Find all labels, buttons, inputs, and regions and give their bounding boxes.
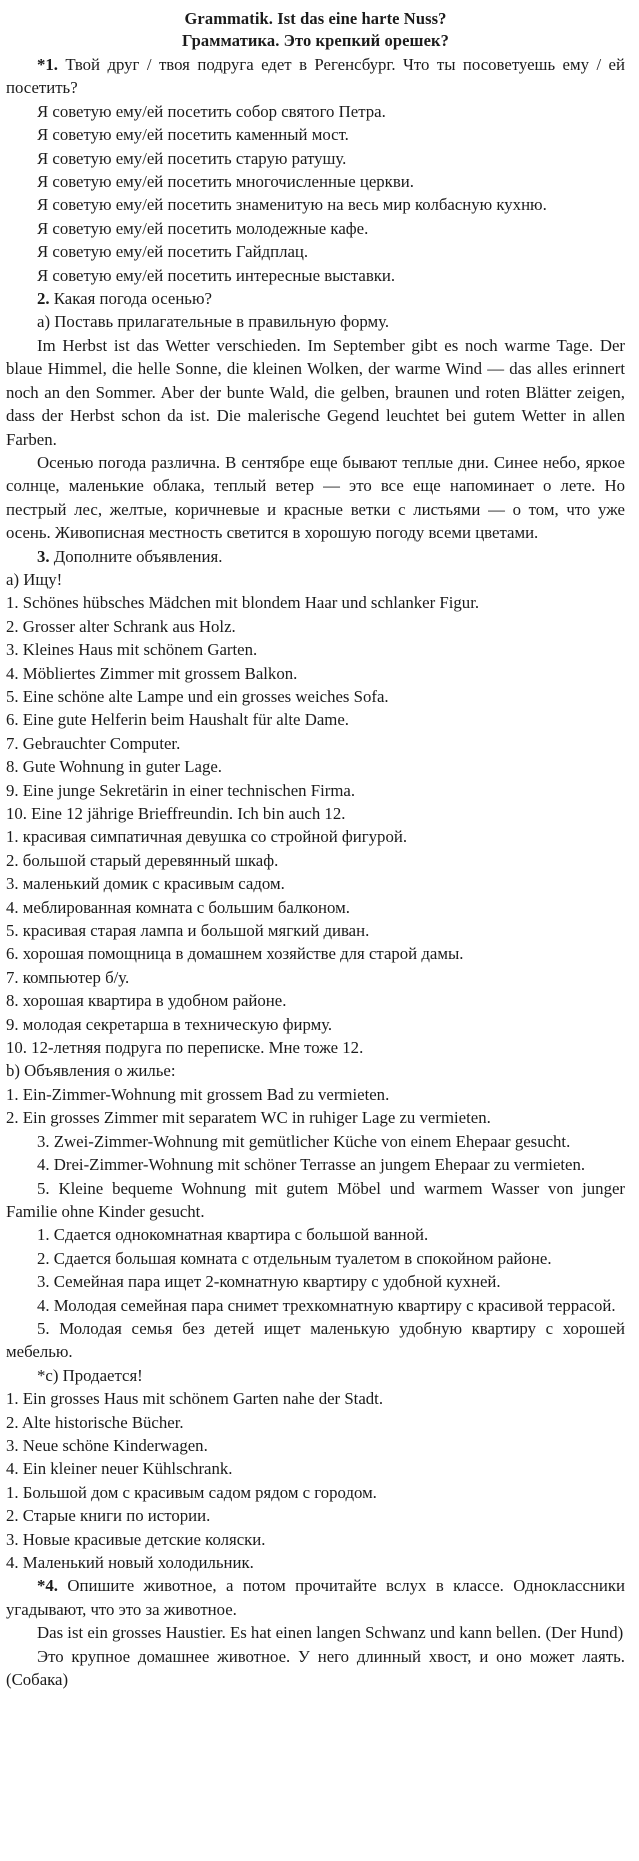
task-2-subtask-a: а) Поставь прилагательные в правильную форму. (37, 312, 390, 332)
task-4-number: *4. (37, 1576, 58, 1596)
sale-ad-russian: 2. Старые книги по истории. (6, 1506, 211, 1526)
task-3-number: 3. (37, 546, 50, 566)
sale-ad-german: 4. Ein kleiner neuer Kühlschrank. (6, 1459, 233, 1479)
housing-ad-german: 4. Drei-Zimmer-Wohnung mit schöner Terrasse an jungem Ehepaar zu vermieten. (37, 1155, 586, 1175)
task-1 (6, 53, 625, 287)
sale-ad-german: 1. Ein grosses Haus mit schönem Garten nahe der Stadt. (6, 1389, 384, 1409)
task-3-question (6, 545, 625, 568)
ad-item-german: 6. Eine gute Helferin beim Haushalt für alte Dame. (6, 710, 349, 730)
task-4-question (6, 1574, 625, 1621)
housing-ad-russian: 3. Семейная пара ищет 2-комнатную квартиру с удобной кухней. (37, 1272, 501, 1292)
task-1-answer: Я советую ему/ей посетить интересные выставки. (37, 265, 396, 285)
task-4-german-text: Das ist ein grosses Haustier. Es hat einen langen Schwanz und kann bellen. (Der Hund) (37, 1623, 624, 1643)
task-1-answer: Я советую ему/ей посетить знаменитую на весь мир колбасную кухню. (37, 195, 547, 215)
ad-item-german: 3. Kleines Haus mit schönem Garten. (6, 640, 258, 660)
ad-item-german: 8. Gute Wohnung in guter Lage. (6, 757, 222, 777)
housing-ad-russian: 4. Молодая семейная пара снимет трехкомнатную квартиру с красивой террасой. (37, 1295, 616, 1315)
ad-item-german: 2. Grosser alter Schrank aus Holz. (6, 616, 236, 636)
ad-item-russian: 5. красивая старая лампа и большой мягкий диван. (6, 921, 370, 941)
ad-item-russian: 6. хорошая помощница в домашнем хозяйстве для старой дамы. (6, 944, 464, 964)
task-1-answer: Я советую ему/ей посетить Гайдплац. (37, 242, 309, 262)
task-1-answer: Я советую ему/ей посетить многочисленные церкви. (37, 172, 414, 192)
task-4-russian-text: Это крупное домашнее животное. У него длинный хвост, и оно может лаять. (Собака) (6, 1646, 625, 1690)
sale-ad-german: 3. Neue schöne Kinderwagen. (6, 1435, 208, 1455)
page-title-russian: Грамматика. Это крепкий орешек? (182, 31, 449, 50)
sale-ad-russian: 1. Большой дом с красивым садом рядом с городом. (6, 1482, 377, 1502)
sale-ad-russian: 3. Новые красивые детские коляски. (6, 1529, 266, 1549)
task-1-answer: Я советую ему/ей посетить каменный мост. (37, 125, 349, 145)
task-3-question-text: Дополните объявления. (53, 546, 223, 566)
ad-item-russian: 4. меблированная комната с большим балконом. (6, 897, 350, 917)
task-2-russian-text: Осенью погода различна. В сентябре еще бывают теплые дни. Синее небо, яркое солнце, маленькие облака, теплый ветер — это все еще напоминает о лете. Но пестрый лес, желтые, коричневые и красные ветки с листьями — о том, что уже осень. Живописная местность светится в хорошую погоду всеми цветами. (6, 452, 625, 543)
task-2 (6, 287, 625, 544)
task-2-question (6, 287, 625, 310)
sale-ad-russian: 4. Маленький новый холодильник. (6, 1553, 254, 1572)
task-2-number: 2. (37, 289, 50, 309)
ad-item-russian: 7. компьютер б/у. (6, 967, 130, 987)
task-3 (6, 545, 625, 1575)
housing-ad-russian: 2. Сдается большая комната с отдельным туалетом в спокойном районе. (37, 1248, 552, 1268)
ad-item-german: 9. Eine junge Sekretärin in einer technischen Firma. (6, 780, 356, 800)
sale-ad-german: 2. Alte historische Bücher. (6, 1412, 184, 1432)
task-1-question-text: Твой друг / твоя подруга едет в Регенсбург. Что ты посоветуешь ему / ей посетить? (6, 55, 625, 98)
task-3-subtask-c: *с) Продается! (37, 1365, 143, 1385)
housing-ad-german: 5. Kleine bequeme Wohnung mit gutem Möbel und warmem Wasser von junger Familie ohne Kinder gesucht. (6, 1178, 625, 1221)
task-1-answer: Я советую ему/ей посетить молодежные кафе. (37, 218, 369, 238)
task-1-answer: Я советую ему/ей посетить старую ратушу. (37, 148, 347, 168)
ad-item-german: 5. Eine schöne alte Lampe und ein grosses weiches Sofa. (6, 686, 389, 706)
task-2-german-text: Im Herbst ist das Wetter verschieden. Im September gibt es noch warme Tage. Der blaue Himmel, die helle Sonne, die kleinen Wolken, der warme Wind — das alles erinnert noch an den Sommer. Aber der bunte Wald, die gelben, braunen und roten Blätter zeigen, dass der Herbst schon da ist. Die malerische Gegend leuchtet bei gutem Wetter in allen Farben. (6, 335, 625, 449)
task-4 (6, 1574, 625, 1691)
task-1-number: *1. (37, 55, 58, 74)
ad-item-german: 7. Gebrauchter Computer. (6, 733, 181, 753)
ad-item-russian: 2. большой старый деревянный шкаф. (6, 850, 279, 870)
ad-item-russian: 8. хорошая квартира в удобном районе. (6, 991, 287, 1011)
housing-ad-german: 3. Zwei-Zimmer-Wohnung mit gemütlicher Küche von einem Ehepaar gesucht. (37, 1131, 571, 1151)
task-2-question-text: Какая погода осенью? (53, 289, 212, 309)
task-3-subtask-a: а) Ищу! (6, 569, 63, 589)
ad-item-russian: 1. красивая симпатичная девушка со стройной фигурой. (6, 827, 408, 847)
ad-item-russian: 9. молодая секретарша в техническую фирму. (6, 1014, 333, 1034)
task-1-answer: Я советую ему/ей посетить собор святого Петра. (37, 101, 386, 121)
task-4-question-text: Опишите животное, а потом прочитайте вслух в классе. Одноклассники угадывают, что это за животное. (6, 1576, 625, 1619)
ad-item-german: 1. Schönes hübsches Mädchen mit blondem Haar und schlanker Figur. (6, 593, 480, 613)
housing-ad-german: 2. Ein grosses Zimmer mit separatem WC in ruhiger Lage zu vermieten. (6, 1108, 491, 1128)
housing-ad-russian: 1. Сдается однокомнатная квартира с большой ванной. (37, 1225, 429, 1245)
ad-item-german: 10. Eine 12 jährige Brieffreundin. Ich bin auch 12. (6, 804, 346, 823)
task-3-subtask-b: b) Объявления о жилье: (6, 1061, 176, 1081)
housing-ad-german: 1. Ein-Zimmer-Wohnung mit grossem Bad zu vermieten. (6, 1084, 390, 1104)
page-title-german: Grammatik. Ist das eine harte Nuss? (184, 9, 447, 28)
ad-item-german: 4. Möbliertes Zimmer mit grossem Balkon. (6, 663, 298, 683)
housing-ad-russian: 5. Молодая семья без детей ищет маленькую удобную квартиру с хорошей мебелью. (6, 1318, 625, 1362)
task-1-question (6, 53, 625, 100)
ad-item-russian: 10. 12-летняя подруга по переписке. Мне тоже 12. (6, 1038, 364, 1058)
ad-item-russian: 3. маленький домик с красивым садом. (6, 874, 285, 894)
